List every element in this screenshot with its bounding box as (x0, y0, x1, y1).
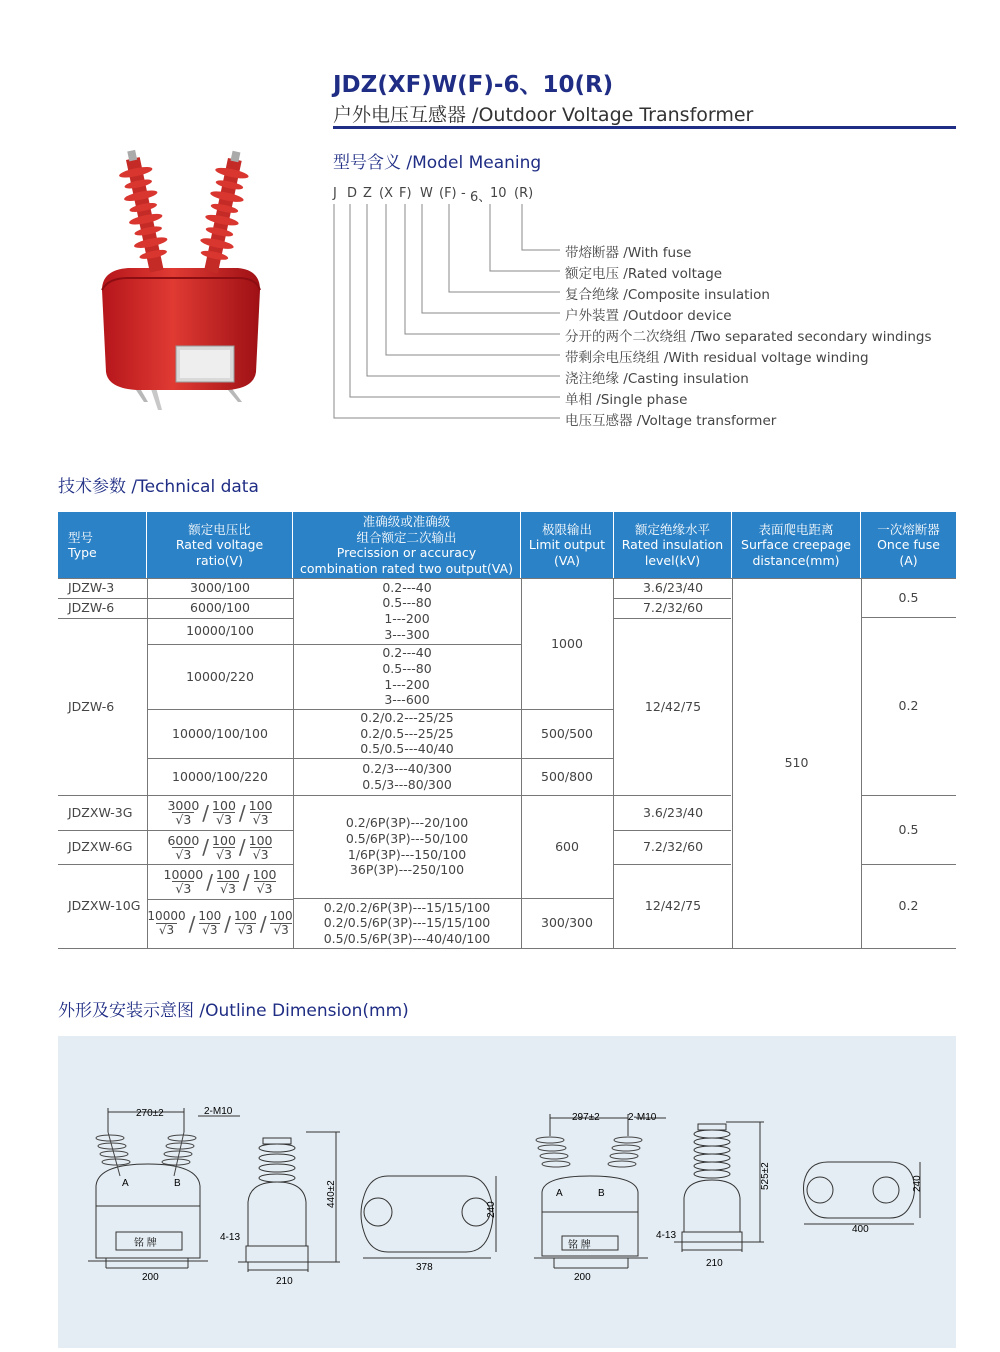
table-cell-insulation: 7.2/32/60 (642, 839, 704, 855)
table-cell-fuse: 0.2 (898, 698, 919, 714)
model-meaning-item: 浇注绝缘 /Casting insulation (565, 371, 749, 387)
model-meaning-heading: 型号含义 /Model Meaning (333, 153, 542, 173)
model-meaning-item: 带剩余电压绕组 /With residual voltage winding (565, 350, 869, 366)
model-meaning-leaders (330, 200, 570, 425)
table-cell-limit: 300/300 (541, 915, 593, 931)
terminal-a-label: A (556, 1188, 563, 1199)
table-cell-ratio: 6000/100 (190, 600, 250, 616)
page-subtitle: 户外电压互感器 /Outdoor Voltage Transformer (333, 104, 754, 126)
model-meaning-item: 带熔断器 /With fuse (565, 245, 692, 261)
dim-base-label: 200 (574, 1272, 591, 1283)
dim-base-label: 210 (276, 1276, 293, 1287)
terminal-a-label: A (122, 1178, 129, 1189)
code-char: (R) (514, 186, 534, 201)
table-cell-limit: 500/500 (541, 725, 593, 741)
outline-drawings (58, 1036, 956, 1348)
model-meaning-item: 额定电压 /Rated voltage (565, 266, 723, 282)
table-cell-accuracy: 0.2/0.2/6P(3P)---15/15/100 0.2/0.5/6P(3P)---15/15/100 0.5/0.5/6P(3P)---40/40/100 (323, 899, 491, 946)
table-cell-limit: 500/800 (541, 768, 593, 784)
table-cell-ratio-sqrt: $\frac{10000}{√3}$ / $\frac{100}{√3}$ / $\frac{100}{√3}$ / $\frac{100}{√3}$ (147, 909, 293, 937)
table-cell-ratio: 10000/220 (186, 668, 254, 684)
col-header-limit: 极限输出 Limit output (VA) (521, 512, 613, 578)
table-cell-insulation: 3.6/23/40 (642, 804, 704, 820)
code-char: Z (363, 186, 372, 201)
table-cell-fuse: 0.5 (898, 589, 919, 605)
dim-width-label: 270±2 (136, 1108, 164, 1119)
drawing-side-2 (674, 1122, 764, 1252)
drawing-front-1 (88, 1108, 240, 1268)
col-header-accuracy: 准确级或准确级 组合额定二次输出 Precission or accuracy combination rated two output(VA) (293, 512, 520, 578)
table-cell-ratio: 10000/100/220 (172, 768, 268, 784)
dim-base-label: 200 (142, 1272, 159, 1283)
code-char: 6、 (470, 190, 492, 205)
terminal-b-label: B (174, 1178, 181, 1189)
drawing-top-1 (361, 1176, 496, 1258)
dim-width-label: 297±2 (572, 1112, 600, 1123)
table-cell-ratio: 3000/100 (190, 580, 250, 596)
table-cell-accuracy: 0.2---40 0.5---80 1---200 3---300 (382, 579, 432, 642)
dim-height-label: 440±2 (326, 1180, 337, 1208)
model-meaning-item: 分开的两个二次绕组 /Two separated secondary windings (565, 329, 932, 345)
nameplate-label: 铭 牌 (134, 1238, 157, 1249)
product-photo (88, 140, 278, 420)
table-cell-accuracy: 0.2/0.2---25/25 0.2/0.5---25/25 0.5/0.5---40/40 (360, 710, 454, 757)
table-cell-ratio-sqrt: $\frac{6000}{√3}$ / $\frac{100}{√3}$ / $\frac{100}{√3}$ (167, 832, 273, 862)
code-char: J (333, 186, 337, 201)
code-char: (X (379, 186, 393, 201)
model-meaning-item: 电压互感器 /Voltage transformer (565, 413, 777, 429)
terminal-b-label: B (598, 1188, 605, 1199)
table-cell-fuse: 0.2 (898, 898, 919, 914)
table-cell-fuse: 0.5 (898, 821, 919, 837)
dim-depth-label: 240 (486, 1201, 497, 1218)
dim-bolt-label: 2-M10 (204, 1106, 233, 1117)
table-cell-type: JDZW-3 (68, 580, 115, 596)
table-cell-insulation: 7.2/32/60 (642, 600, 704, 616)
outline-heading: 外形及安装示意图 /Outline Dimension(mm) (58, 1001, 409, 1021)
dim-hole-label: 4-13 (220, 1232, 241, 1243)
dim-depth-label: 240 (912, 1175, 923, 1192)
nameplate-label: 铭 牌 (568, 1240, 591, 1251)
dim-bolt-label: 2-M10 (628, 1112, 657, 1123)
table-cell-insulation: 3.6/23/40 (642, 580, 704, 596)
dim-hole-label: 4-13 (656, 1230, 677, 1241)
col-header-ratio: 额定电压比 Rated voltage ratio(V) (147, 512, 292, 578)
technical-heading: 技术参数 /Technical data (58, 477, 259, 497)
table-cell-type: JDZW-6 (68, 698, 115, 714)
table-cell-ratio-sqrt: $\frac{10000}{√3}$ / $\frac{100}{√3}$ / $\frac{100}{√3}$ (163, 867, 277, 896)
code-char: 10 (490, 186, 507, 201)
code-char: W (420, 186, 433, 201)
table-cell-limit: 1000 (551, 635, 583, 651)
col-header-fuse: 一次熔断器 Once fuse (A) (861, 512, 956, 578)
table-cell-type: JDZXW-6G (68, 839, 133, 855)
drawing-top-2 (804, 1162, 921, 1224)
table-cell-insulation: 12/42/75 (644, 898, 702, 914)
outline-panel (58, 1036, 956, 1348)
table-cell-type: JDZW-6 (68, 600, 115, 616)
table-cell-ratio: 10000/100/100 (172, 725, 268, 741)
table-cell-creepage: 510 (784, 755, 809, 771)
model-meaning-item: 户外装置 /Outdoor device (565, 308, 732, 324)
model-meaning-item: 单相 /Single phase (565, 392, 688, 408)
col-header-creepage: 表面爬电距离 Surface creepage distance(mm) (732, 512, 860, 578)
code-char: (F) (439, 186, 457, 201)
code-char: D (347, 186, 358, 201)
table-cell-type: JDZXW-3G (68, 804, 133, 820)
table-cell-accuracy: 0.2---40 0.5---80 1---200 3---600 (382, 645, 432, 708)
table-cell-accuracy: 0.2/6P(3P)---20/100 0.5/6P(3P)---50/100 1/6P(3P)---150/100 36P(3P)---250/100 (345, 815, 469, 878)
col-header-type: 型号 Type (58, 512, 146, 578)
table-cell-limit: 600 (555, 838, 579, 854)
page-title: JDZ(XF)W(F)-6、10(R) (333, 72, 614, 98)
drawing-side-1 (238, 1132, 340, 1272)
table-cell-ratio: 10000/100 (186, 623, 254, 639)
dim-length-label: 400 (852, 1224, 869, 1235)
dim-height-label: 525±2 (760, 1162, 771, 1190)
table-cell-type: JDZXW-10G (68, 898, 141, 914)
code-char: F) (399, 186, 412, 201)
title-divider (333, 126, 956, 129)
table-cell-accuracy: 0.2/3---40/300 0.5/3---80/300 (362, 760, 452, 792)
model-meaning-item: 复合绝缘 /Composite insulation (565, 287, 770, 303)
technical-table (58, 512, 956, 949)
dim-base-label: 210 (706, 1258, 723, 1269)
col-header-insulation: 额定绝缘水平 Rated insulation level(kV) (614, 512, 731, 578)
code-char: - (461, 186, 466, 201)
dim-length-label: 378 (416, 1262, 433, 1273)
table-cell-ratio-sqrt: $\frac{3000}{√3}$ / $\frac{100}{√3}$ / $\frac{100}{√3}$ (167, 798, 273, 827)
table-cell-insulation: 12/42/75 (644, 698, 702, 714)
